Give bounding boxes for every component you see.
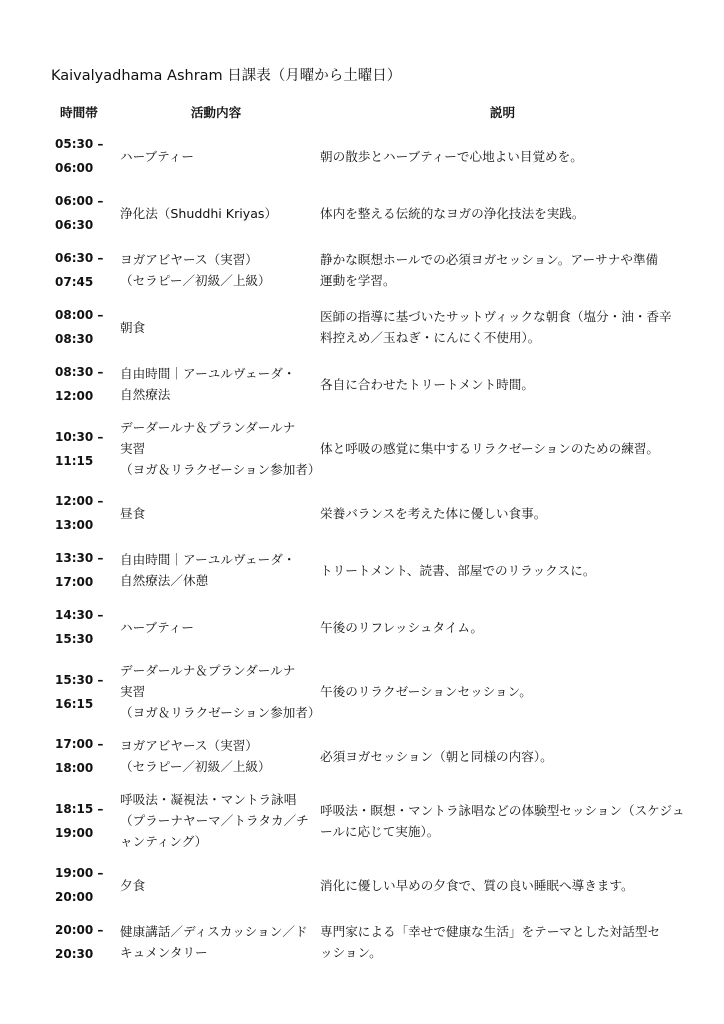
description-line: 専門家による「幸せで健康な生活」をテーマとした対話型セ [320,924,661,939]
description-line: 医師の指導に基づいたサットヴィックな朝食（塩分・油・香辛 [320,309,672,324]
header-time: 時間帯 [60,104,98,120]
time-cell [50,126,117,183]
table-row [50,597,690,654]
time-cell [50,654,117,726]
activity-line: 実習 [120,684,146,699]
activity-line: 実習 [120,441,146,456]
time-cell [50,540,117,597]
description-cell [315,654,690,726]
activity-cell [117,126,315,183]
table-row [50,411,690,483]
activity-line: （プラーナヤーマ／トラタカ／チ [120,813,309,828]
time-cell [50,726,117,783]
activity-line: 昼食 [120,505,146,521]
time-end: 15:30 [55,632,94,646]
activity-line: 自由時間｜アーユルヴェーダ・ [120,366,296,381]
activity-line: ャンティング） [120,834,208,849]
time-end: 06:30 [55,218,94,232]
description-line: ッション。 [320,945,382,960]
activity-cell [117,540,315,597]
description-line: 午後のリラクゼーションセッション。 [320,684,532,699]
time-end: 16:15 [55,696,94,711]
time-start: 08:30 – [55,365,104,379]
time-cell [50,855,117,912]
activity-line: 自然療法／休憩 [120,573,209,588]
time-start: 06:30 – [55,251,104,265]
table-row [50,540,690,597]
activity-cell [117,597,315,654]
table-row [50,855,690,912]
time-end: 17:00 [55,575,94,589]
activity-line: （セラピー／初級／上級） [120,759,271,774]
activity-cell [117,912,315,969]
description-line: 体と呼吸の感覚に集中するリラクゼーションのための練習。 [320,441,660,456]
time-cell [50,183,117,240]
time-start: 08:00 – [55,308,104,322]
activity-line: 自由時間｜アーユルヴェーダ・ [120,552,296,567]
time-cell [50,354,117,411]
table-row [50,126,690,183]
table-row [50,726,690,783]
time-end: 06:00 [55,161,94,175]
time-cell [50,483,117,540]
activity-cell [117,726,315,783]
activity-line: ヨガアビヤース（実習） [120,252,258,267]
time-start: 06:00 – [55,194,104,208]
time-end: 18:00 [55,761,94,775]
activity-cell [117,654,321,726]
description-cell [315,726,690,783]
time-start: 05:30 – [55,137,104,151]
time-start: 12:00 – [55,494,104,508]
description-line: 必須ヨガセッション（朝と同様の内容）。 [320,748,553,764]
time-start: 18:15 – [55,801,104,816]
description-line: 各自に合わせたトリートメント時間。 [320,376,534,392]
table-row [50,183,690,240]
time-cell [50,783,117,855]
activity-cell [117,855,315,912]
activity-line: 朝食 [120,319,146,335]
activity-line: 健康講話／ディスカッション／ド [120,924,308,939]
time-end: 07:45 [55,275,94,289]
activity-cell [117,297,315,354]
description-line: トリートメント、読書、部屋でのリラックスに。 [320,562,596,578]
description-cell [315,411,690,483]
activity-line: デーダールナ＆プランダールナ [120,420,296,435]
table-row [50,483,690,540]
table-row [50,240,690,297]
activity-cell [117,354,315,411]
activity-line: 自然療法 [120,387,171,402]
time-end: 12:00 [55,389,94,403]
description-cell [315,126,690,183]
description-cell [315,240,690,297]
activity-line: キュメンタリー [120,945,208,960]
time-end: 20:00 [55,890,94,904]
time-start: 10:30 – [55,429,104,444]
schedule-table [50,98,690,969]
description-cell [315,354,690,411]
table-row [50,297,690,354]
activity-line: 夕食 [120,877,146,893]
time-end: 13:00 [55,518,94,532]
time-cell [50,597,117,654]
time-start: 20:00 – [55,923,104,937]
description-cell [315,855,690,912]
table-row [50,783,690,855]
description-cell [315,183,690,240]
activity-line: ヨガアビヤース（実習） [120,738,258,753]
table-body [50,126,690,969]
description-cell [315,483,690,540]
activity-cell [117,240,315,297]
table-row [50,654,690,726]
description-line: 料控えめ／玉ねぎ・にんにく不使用）。 [320,330,541,345]
time-end: 11:15 [55,453,94,468]
time-start: 17:00 – [55,737,104,751]
time-start: 14:30 – [55,608,104,622]
time-start: 19:00 – [55,866,104,880]
description-line: 栄養バランスを考えた体に優しい食事。 [320,505,547,521]
activity-line: ハーブティー [120,619,194,635]
activity-cell [117,411,321,483]
description-line: 午後のリフレッシュタイム。 [320,619,483,635]
description-cell [315,540,690,597]
activity-cell [117,183,315,240]
time-start: 15:30 – [55,672,104,687]
description-line: 体内を整える伝統的なヨガの浄化技法を実践。 [320,205,585,221]
time-cell [50,240,117,297]
activity-line: ハーブティー [120,148,194,164]
description-line: 運動を学習。 [320,273,396,288]
header-activity: 活動内容 [190,104,242,120]
description-cell [315,912,690,969]
activity-line: （セラピー／初級／上級） [120,273,271,288]
document-title: Kaivalyadhama Ashram 日課表（月曜から土曜日） [51,68,402,84]
activity-line: 呼吸法・凝視法・マントラ詠唱 [120,792,297,807]
activity-line: （ヨガ＆リラクゼーション参加者） [120,462,321,477]
time-start: 13:30 – [55,551,104,565]
table-header-row [50,98,690,126]
description-line: 呼吸法・瞑想・マントラ詠唱などの体験型セッション（スケジュ [320,802,685,818]
description-line: 消化に優しい早めの夕食で、質の良い睡眠へ導きます。 [320,877,634,893]
description-cell [315,597,690,654]
activity-line: デーダールナ＆プランダールナ [120,663,296,678]
activity-line: （ヨガ＆リラクゼーション参加者） [120,705,321,720]
table-row [50,354,690,411]
table-row [50,912,690,969]
description-cell [315,783,690,855]
time-end: 19:00 [55,825,94,840]
time-end: 20:30 [55,947,94,961]
description-cell [315,297,690,354]
time-cell [50,411,117,483]
activity-cell [117,783,315,855]
header-description: 説明 [489,104,516,120]
time-cell [50,297,117,354]
activity-line: 浄化法（Shuddhi Kriyas） [120,205,278,221]
time-cell [50,912,117,969]
description-line: 静かな瞑想ホールでの必須ヨガセッション。アーサナや準備 [320,252,659,267]
activity-cell [117,483,315,540]
description-line: ールに応じて実施）。 [320,823,440,839]
description-line: 朝の散歩とハーブティーで心地よい目覚めを。 [320,148,583,164]
time-end: 08:30 [55,332,94,346]
